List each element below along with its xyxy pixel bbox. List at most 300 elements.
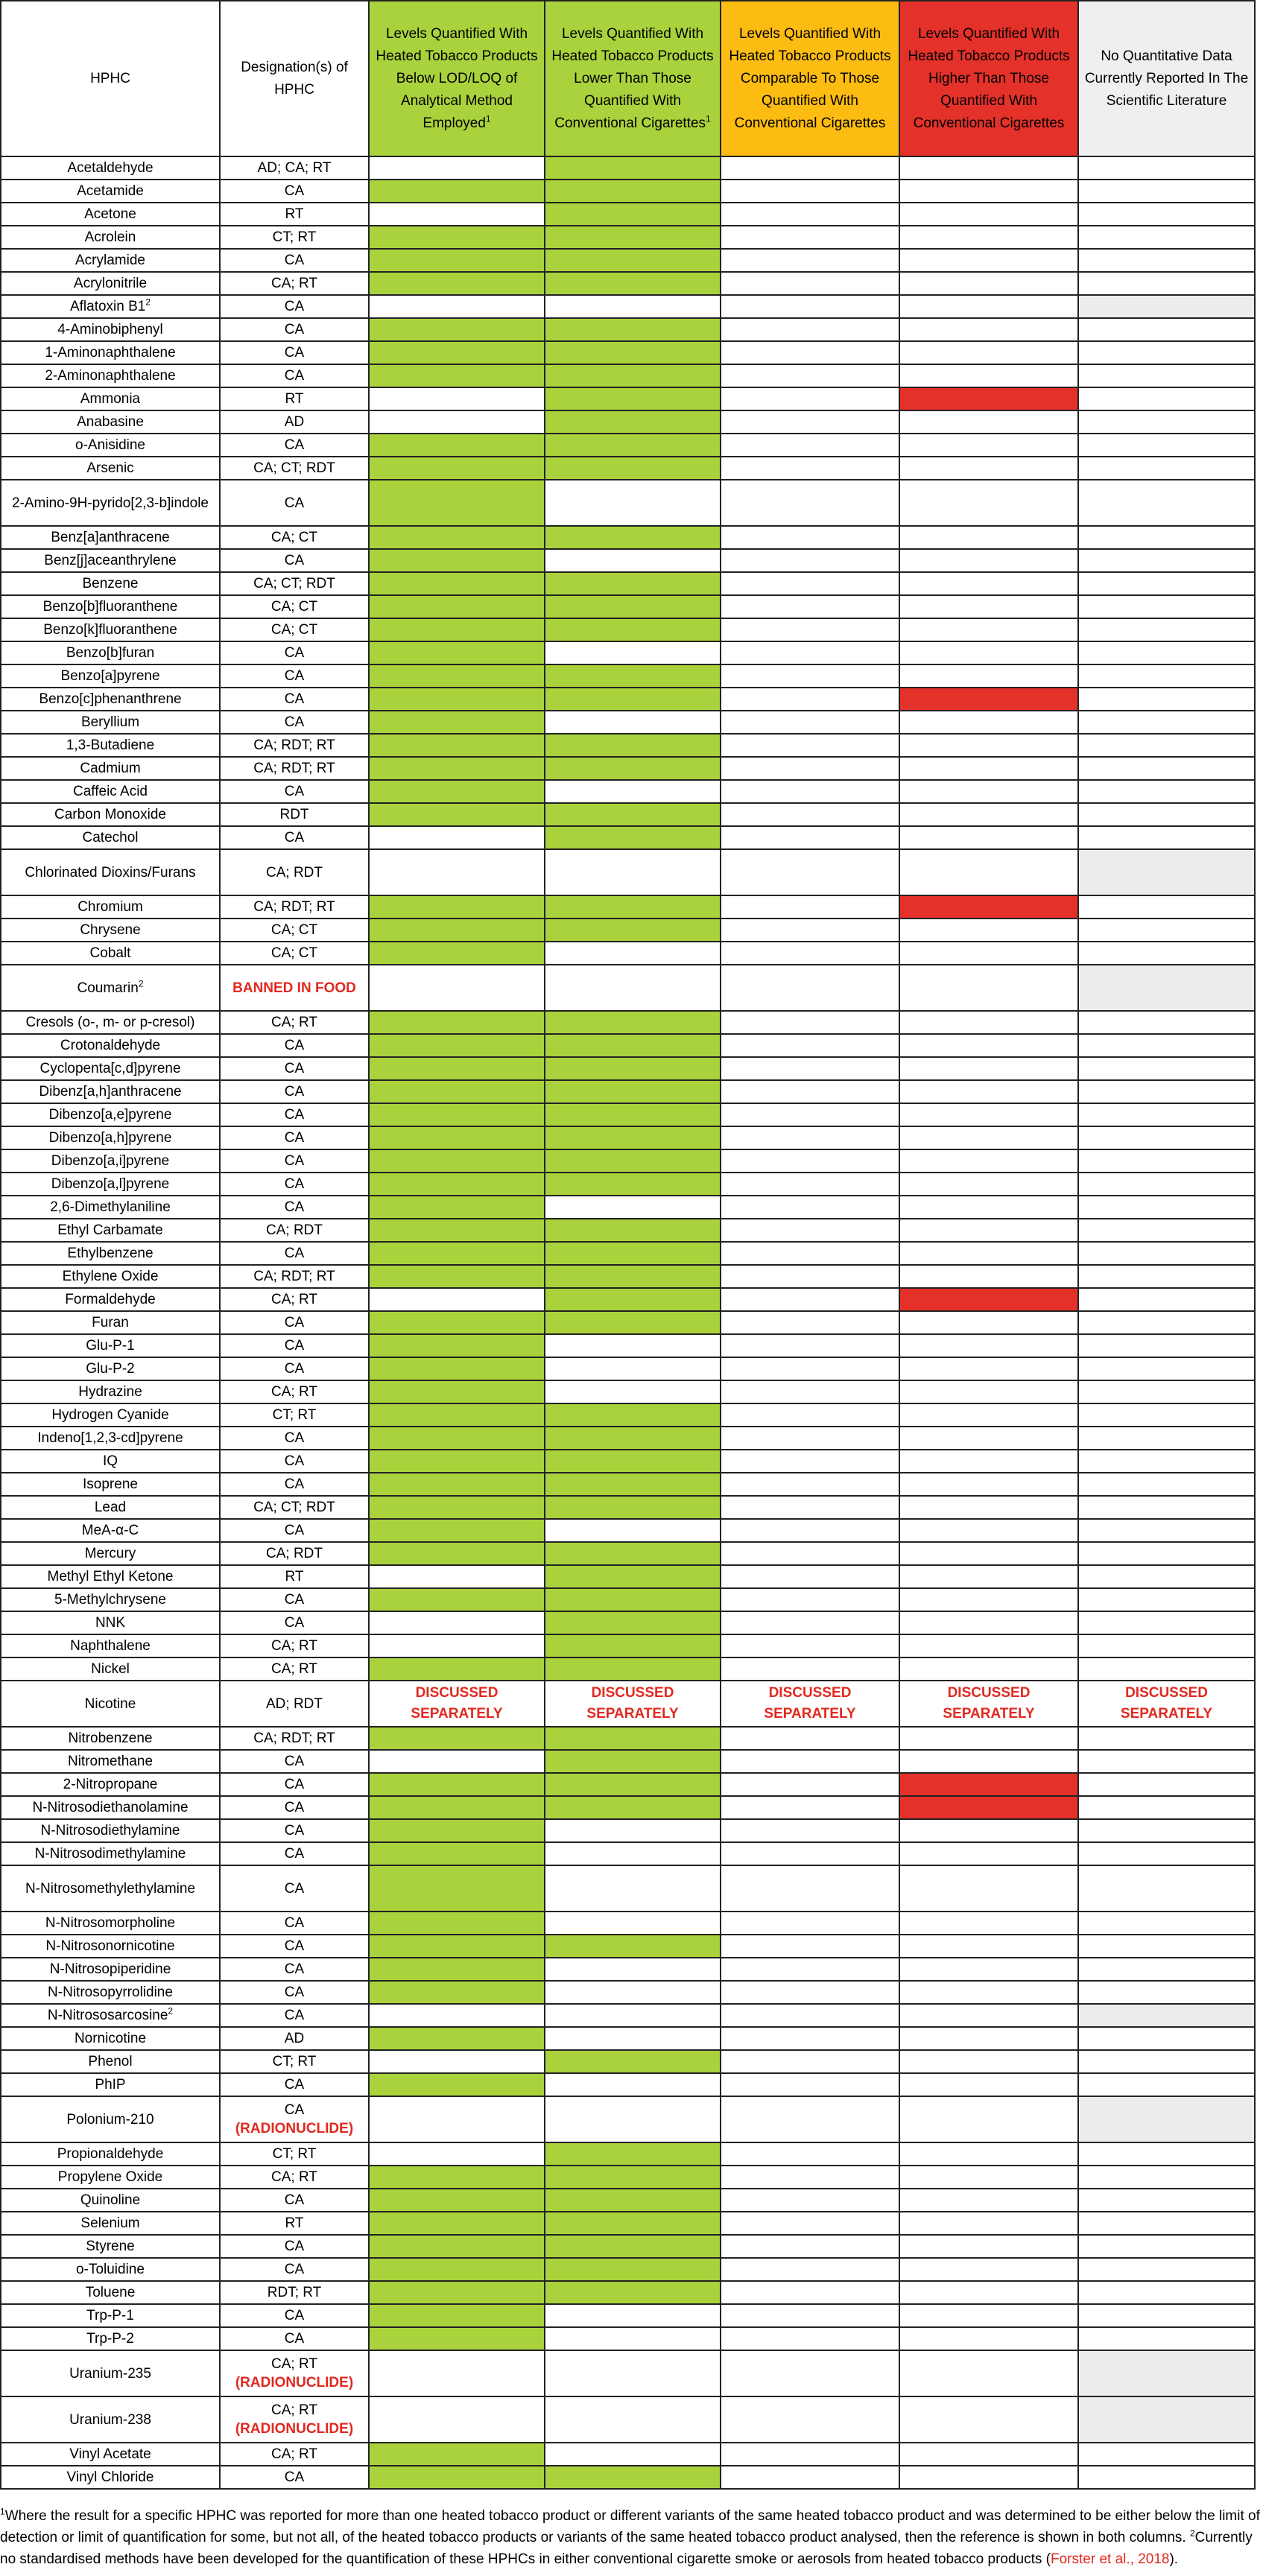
hphc-name-cell <box>1 2235 220 2258</box>
hphc-name: Polonium-210 <box>66 2111 154 2128</box>
hphc-name: Dibenzo[a,i]pyrene <box>51 1153 170 1169</box>
designation-cell <box>220 1865 369 1912</box>
cell-no-data <box>1078 1403 1255 1427</box>
cell-higher <box>899 1219 1078 1242</box>
designation-cell <box>220 2166 369 2189</box>
cell-comparable <box>721 156 899 180</box>
hphc-name-cell <box>1 2350 220 2396</box>
designation-text: CA <box>284 1754 305 1769</box>
cell-below-lod <box>369 272 545 295</box>
designation-cell <box>220 2142 369 2166</box>
hphc-name: Benzo[b]furan <box>66 645 155 661</box>
cell-below-lod <box>369 2189 545 2212</box>
cell-higher <box>899 2350 1078 2396</box>
hphc-name-cell <box>1 965 220 1011</box>
designation-cell <box>220 2304 369 2327</box>
designation-cell <box>220 1126 369 1149</box>
cell-lower <box>545 1080 721 1103</box>
cell-higher <box>899 1311 1078 1334</box>
hphc-name-cell <box>1 1380 220 1403</box>
cell-comparable <box>721 410 899 434</box>
hphc-name: 5-Methylchrysene <box>54 1592 166 1608</box>
hphc-name-cell <box>1 180 220 203</box>
cell-lower <box>545 1126 721 1149</box>
hphc-name: Indeno[1,2,3-cd]pyrene <box>37 1430 183 1446</box>
table-row <box>1 1727 1255 1750</box>
header-below-lod-sup: 1 <box>485 113 491 124</box>
hphc-name-cell <box>1 757 220 780</box>
hphc-name-cell <box>1 1126 220 1149</box>
hphc-name-cell <box>1 1011 220 1034</box>
discussed-separately-label: DISCUSSED SEPARATELY <box>411 1685 503 1722</box>
cell-comparable <box>721 757 899 780</box>
table-row <box>1 180 1255 203</box>
cell-higher <box>899 2004 1078 2027</box>
cell-comparable <box>721 965 899 1011</box>
cell-higher <box>899 1403 1078 1427</box>
cell-comparable <box>721 526 899 549</box>
designation-cell <box>220 1519 369 1542</box>
designation-text: CA <box>284 1061 305 1076</box>
cell-lower <box>545 1773 721 1796</box>
hphc-name-cell <box>1 919 220 942</box>
hphc-name: Glu-P-1 <box>86 1338 135 1354</box>
hphc-name-cell <box>1 387 220 410</box>
hphc-name: 2-Nitropropane <box>63 1777 158 1792</box>
designation-cell <box>220 1565 369 1588</box>
cell-higher <box>899 295 1078 318</box>
cell-below-lod <box>369 1173 545 1196</box>
designation-cell <box>220 480 369 526</box>
cell-higher <box>899 780 1078 803</box>
cell-no-data <box>1078 1242 1255 1265</box>
designation-text: CA; CT <box>270 599 318 615</box>
designation-text: CA <box>284 345 305 361</box>
designation-text: CA <box>284 2239 305 2254</box>
cell-higher <box>899 1819 1078 1842</box>
cell-higher <box>899 203 1078 226</box>
designation-cell <box>220 410 369 434</box>
cell-higher <box>899 156 1078 180</box>
hphc-name: Coumarin <box>77 980 139 996</box>
cell-comparable <box>721 803 899 826</box>
hphc-name-cell <box>1 526 220 549</box>
designation-text: CA; RT <box>271 1661 317 1677</box>
designation-cell <box>220 895 369 919</box>
hphc-name-cell <box>1 895 220 919</box>
designation-text: RT <box>285 391 304 407</box>
hphc-name-cell <box>1 2004 220 2027</box>
cell-no-data <box>1078 1011 1255 1034</box>
cell-lower <box>545 1265 721 1288</box>
table-row <box>1 549 1255 572</box>
table-row <box>1 2235 1255 2258</box>
table-row <box>1 942 1255 965</box>
header-hphc: HPHC <box>1 1 220 156</box>
designation-text: CA <box>284 553 305 568</box>
designation-text: CA <box>284 691 305 707</box>
designation-text: AD <box>284 2031 305 2046</box>
cell-higher <box>899 1450 1078 1473</box>
cell-lower <box>545 1519 721 1542</box>
table-row <box>1 1611 1255 1634</box>
designation-cell <box>220 780 369 803</box>
cell-comparable <box>721 272 899 295</box>
cell-below-lod <box>369 641 545 664</box>
cell-no-data <box>1078 1865 1255 1912</box>
designation-text: CA <box>284 714 305 730</box>
cell-lower <box>545 1842 721 1865</box>
cell-no-data <box>1078 2027 1255 2050</box>
table-row <box>1 1657 1255 1681</box>
cell-no-data <box>1078 1149 1255 1173</box>
cell-below-lod <box>369 2212 545 2235</box>
hphc-name-cell <box>1 1657 220 1681</box>
hphc-name-cell <box>1 780 220 803</box>
cell-lower <box>545 457 721 480</box>
footnote-reference-link[interactable]: Forster et al., 2018 <box>1051 2551 1170 2567</box>
cell-no-data <box>1078 1427 1255 1450</box>
cell-lower <box>545 1681 721 1727</box>
table-row <box>1 1450 1255 1473</box>
cell-no-data <box>1078 318 1255 341</box>
designation-text: CA; RT <box>271 2446 317 2462</box>
cell-lower <box>545 1865 721 1912</box>
cell-no-data <box>1078 434 1255 457</box>
hphc-name: Caffeic Acid <box>73 784 148 799</box>
cell-lower <box>545 803 721 826</box>
designation-cell <box>220 272 369 295</box>
designation-cell <box>220 664 369 688</box>
hphc-name-cell <box>1 2466 220 2489</box>
cell-lower <box>545 2050 721 2073</box>
cell-lower <box>545 2212 721 2235</box>
header-comparable: Levels Quantified With Heated Tobacco Products Comparable To Those Quantified With Conventional Cigarettes <box>721 1 899 156</box>
cell-comparable <box>721 572 899 595</box>
hphc-name-cell <box>1 1496 220 1519</box>
cell-comparable <box>721 364 899 387</box>
cell-lower <box>545 272 721 295</box>
designation-cell <box>220 1173 369 1196</box>
table-row <box>1 526 1255 549</box>
cell-lower <box>545 1057 721 1080</box>
cell-below-lod <box>369 1265 545 1288</box>
cell-no-data <box>1078 1057 1255 1080</box>
footnote-sup-1: 1 <box>0 2506 5 2517</box>
cell-below-lod <box>369 1450 545 1473</box>
designation-text: CA <box>284 1084 305 1100</box>
designation-cell <box>220 387 369 410</box>
hphc-name-cell <box>1 203 220 226</box>
cell-below-lod <box>369 249 545 272</box>
cell-below-lod <box>369 1542 545 1565</box>
cell-comparable <box>721 1380 899 1403</box>
cell-lower <box>545 341 721 364</box>
hphc-name: Methyl Ethyl Ketone <box>47 1569 174 1584</box>
cell-no-data <box>1078 1080 1255 1103</box>
designation-cell <box>220 688 369 711</box>
hphc-name: N-Nitrosomethylethylamine <box>25 1880 196 1897</box>
cell-below-lod <box>369 1196 545 1219</box>
table-row <box>1 1750 1255 1773</box>
cell-comparable <box>721 1865 899 1912</box>
cell-below-lod <box>369 1427 545 1450</box>
cell-lower <box>545 780 721 803</box>
cell-below-lod <box>369 688 545 711</box>
cell-comparable <box>721 1103 899 1126</box>
cell-comparable <box>721 2304 899 2327</box>
table-row <box>1 480 1255 526</box>
cell-lower <box>545 1935 721 1958</box>
hphc-name: Acetone <box>84 206 136 222</box>
discussed-separately-label: DISCUSSED SEPARATELY <box>586 1685 679 1722</box>
cell-below-lod <box>369 1403 545 1427</box>
designation-text: CA <box>284 1453 305 1469</box>
hphc-name: 2-Aminonaphthalene <box>45 368 176 384</box>
cell-lower <box>545 203 721 226</box>
designation-text: CA; RDT; RT <box>253 1269 335 1284</box>
table-row <box>1 711 1255 734</box>
cell-comparable <box>721 1196 899 1219</box>
cell-higher <box>899 1958 1078 1981</box>
table-row <box>1 2350 1255 2396</box>
hphc-name-cell <box>1 2443 220 2466</box>
cell-higher <box>899 180 1078 203</box>
cell-higher <box>899 2142 1078 2166</box>
cell-higher <box>899 1080 1078 1103</box>
cell-comparable <box>721 1981 899 2004</box>
designation-text: CA <box>284 1938 305 1954</box>
cell-higher <box>899 1242 1078 1265</box>
cell-higher <box>899 434 1078 457</box>
cell-lower <box>545 1334 721 1357</box>
designation-text: CA <box>284 2102 305 2118</box>
cell-no-data <box>1078 341 1255 364</box>
cell-no-data <box>1078 1727 1255 1750</box>
cell-no-data <box>1078 688 1255 711</box>
hphc-name-cell <box>1 1219 220 1242</box>
cell-comparable <box>721 1242 899 1265</box>
designation-cell <box>220 2327 369 2350</box>
header-row <box>1 1 1255 156</box>
cell-no-data <box>1078 780 1255 803</box>
designation-text: AD <box>284 414 305 430</box>
cell-below-lod <box>369 618 545 641</box>
header-below-lod-text: Levels Quantified With Heated Tobacco Products Below LOD/LOQ of Analytical Method Employed <box>376 25 538 131</box>
cell-below-lod <box>369 1149 545 1173</box>
hphc-name-cell <box>1 1565 220 1588</box>
hphc-name: Lead <box>94 1500 127 1515</box>
table-row <box>1 1057 1255 1080</box>
designation-cell <box>220 1981 369 2004</box>
table-row <box>1 919 1255 942</box>
designation-text: AD; RDT <box>266 1695 323 1712</box>
table-row <box>1 1519 1255 1542</box>
cell-lower <box>545 318 721 341</box>
cell-higher <box>899 618 1078 641</box>
table-row <box>1 341 1255 364</box>
cell-lower <box>545 1219 721 1242</box>
cell-lower <box>545 1034 721 1057</box>
cell-below-lod <box>369 1565 545 1588</box>
cell-higher <box>899 734 1078 757</box>
cell-lower <box>545 1357 721 1380</box>
discussed-separately-label: DISCUSSED SEPARATELY <box>943 1685 1035 1722</box>
cell-below-lod <box>369 2258 545 2281</box>
cell-comparable <box>721 2050 899 2073</box>
cell-below-lod <box>369 1773 545 1796</box>
hphc-name: N-Nitrosonornicotine <box>45 1938 175 1954</box>
designation-cell <box>220 156 369 180</box>
cell-below-lod <box>369 1380 545 1403</box>
cell-lower <box>545 2443 721 2466</box>
designation-cell <box>220 965 369 1011</box>
cell-no-data <box>1078 2050 1255 2073</box>
hphc-name: N-Nitrosodiethanolamine <box>32 1800 189 1815</box>
hphc-name-cell <box>1 1865 220 1912</box>
designation-text: CA; RT <box>271 1638 317 1654</box>
cell-below-lod <box>369 664 545 688</box>
cell-below-lod <box>369 734 545 757</box>
designation-cell <box>220 1357 369 1380</box>
cell-lower <box>545 2304 721 2327</box>
cell-no-data <box>1078 1912 1255 1935</box>
hphc-name-cell <box>1 272 220 295</box>
designation-text: CA <box>284 1199 305 1215</box>
cell-no-data <box>1078 2350 1255 2396</box>
hphc-name-cell <box>1 641 220 664</box>
designation-text: CA <box>284 1246 305 1261</box>
cell-comparable <box>721 341 899 364</box>
designation-text: CA; RDT; RT <box>253 899 335 915</box>
cell-higher <box>899 1173 1078 1196</box>
designation-text: CA <box>284 1880 305 1897</box>
cell-no-data <box>1078 1196 1255 1219</box>
cell-lower <box>545 1819 721 1842</box>
table-row <box>1 734 1255 757</box>
cell-comparable <box>721 849 899 895</box>
designation-cell <box>220 1196 369 1219</box>
cell-lower <box>545 1657 721 1681</box>
cell-comparable <box>721 2027 899 2050</box>
cell-no-data <box>1078 895 1255 919</box>
cell-comparable <box>721 2281 899 2304</box>
hphc-name-cell <box>1 434 220 457</box>
table-row <box>1 1265 1255 1288</box>
hphc-name-cell <box>1 1173 220 1196</box>
designation-text: CA <box>284 645 305 661</box>
cell-higher <box>899 1034 1078 1057</box>
designation-text: CA; RDT; RT <box>253 1730 335 1746</box>
hphc-name: Anabasine <box>77 414 144 430</box>
cell-below-lod <box>369 1126 545 1149</box>
cell-higher <box>899 965 1078 1011</box>
designation-text: AD; CA; RT <box>257 160 332 176</box>
cell-lower <box>545 1450 721 1473</box>
cell-no-data <box>1078 1681 1255 1727</box>
cell-lower <box>545 1380 721 1403</box>
cell-no-data <box>1078 364 1255 387</box>
table-row <box>1 2212 1255 2235</box>
hphc-name-cell <box>1 2304 220 2327</box>
table-row <box>1 757 1255 780</box>
table-row <box>1 1796 1255 1819</box>
designation-cell <box>220 826 369 849</box>
hphc-name-cell <box>1 1819 220 1842</box>
cell-below-lod <box>369 2443 545 2466</box>
hphc-name: Uranium-235 <box>69 2365 151 2382</box>
hphc-name: Nitromethane <box>67 1754 153 1769</box>
cell-below-lod <box>369 2304 545 2327</box>
cell-lower <box>545 1173 721 1196</box>
designation-text: RT <box>285 2215 304 2231</box>
header-no-data: No Quantitative Data Currently Reported In The Scientific Literature <box>1078 1 1255 156</box>
table-row <box>1 1011 1255 1034</box>
designation-text: CA <box>284 2077 305 2093</box>
cell-no-data <box>1078 180 1255 203</box>
table-row <box>1 272 1255 295</box>
cell-higher <box>899 1473 1078 1496</box>
designation-cell <box>220 2096 369 2142</box>
table-row <box>1 1865 1255 1912</box>
cell-comparable <box>721 919 899 942</box>
hphc-name-cell <box>1 942 220 965</box>
hphc-name-cell <box>1 1196 220 1219</box>
hphc-name-cell <box>1 341 220 364</box>
designation-cell <box>220 1681 369 1727</box>
hphc-name: 1-Aminonaphthalene <box>45 345 176 361</box>
cell-below-lod <box>369 1080 545 1103</box>
cell-lower <box>545 664 721 688</box>
designation-text: CA <box>284 322 305 337</box>
table-row <box>1 2096 1255 2142</box>
hphc-name: N-Nitrosopiperidine <box>49 1961 171 1977</box>
cell-lower <box>545 618 721 641</box>
cell-higher <box>899 1011 1078 1034</box>
cell-no-data <box>1078 919 1255 942</box>
cell-higher <box>899 226 1078 249</box>
cell-no-data <box>1078 272 1255 295</box>
designation-cell <box>220 1080 369 1103</box>
cell-no-data <box>1078 2466 1255 2489</box>
designation-text: CA <box>284 1107 305 1123</box>
hphc-name: Beryllium <box>80 714 140 730</box>
header-higher: Levels Quantified With Heated Tobacco Products Higher Than Those Quantified With Conventional Cigarettes <box>899 1 1078 156</box>
footnote-close: ). <box>1169 2551 1179 2567</box>
cell-comparable <box>721 1727 899 1750</box>
cell-lower <box>545 1149 721 1173</box>
designation-cell <box>220 1219 369 1242</box>
hphc-name-cell <box>1 1958 220 1981</box>
cell-higher <box>899 480 1078 526</box>
hphc-name: Nornicotine <box>74 2031 147 2046</box>
cell-comparable <box>721 457 899 480</box>
cell-comparable <box>721 1311 899 1334</box>
table-row <box>1 1219 1255 1242</box>
hphc-name: Dibenzo[a,l]pyrene <box>51 1176 170 1192</box>
hphc-name-cell <box>1 1796 220 1819</box>
hphc-name-cell <box>1 1981 220 2004</box>
cell-no-data <box>1078 2189 1255 2212</box>
table-row <box>1 1311 1255 1334</box>
cell-no-data <box>1078 1588 1255 1611</box>
cell-below-lod <box>369 826 545 849</box>
table-row <box>1 1634 1255 1657</box>
cell-higher <box>899 1634 1078 1657</box>
cell-below-lod <box>369 895 545 919</box>
cell-lower <box>545 387 721 410</box>
cell-higher <box>899 1288 1078 1311</box>
